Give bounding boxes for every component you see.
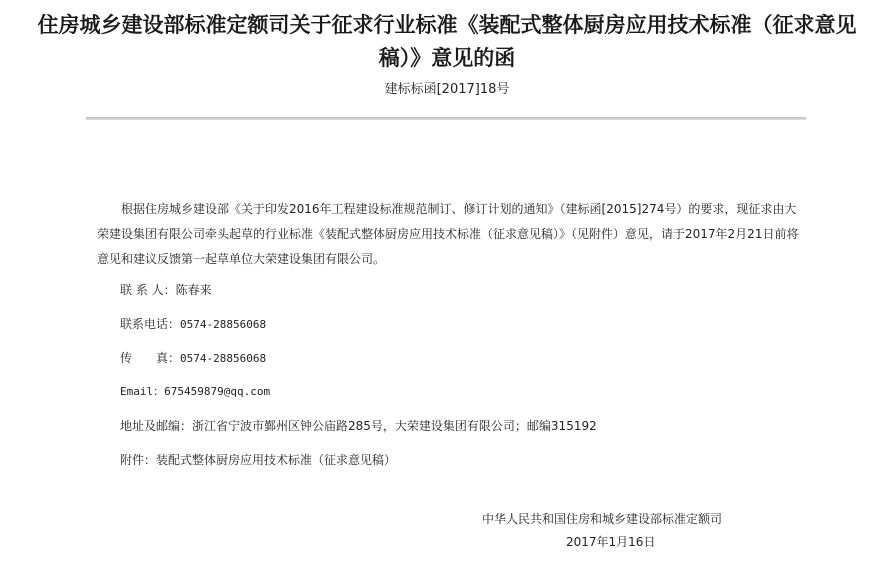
attachment-label: 附件： bbox=[120, 453, 157, 467]
address-value: 浙江省宁波市鄞州区钟公庙路285号，大荣建设集团有限公司；邮编315192 bbox=[192, 419, 597, 433]
signature-organization: 中华人民共和国住房和城乡建设部标准定额司 bbox=[482, 512, 723, 526]
phone-row bbox=[120, 315, 266, 332]
email-value: 675459879@qq.com bbox=[164, 385, 271, 398]
address-label: 地址及邮编： bbox=[120, 419, 193, 433]
attachment-value: 装配式整体厨房应用技术标准（征求意见稿） bbox=[156, 453, 397, 467]
phone-label: 联系电话： bbox=[120, 317, 181, 331]
document-title: 住房城乡建设部标准定额司关于征求行业标准《装配式整体厨房应用技术标准（征求意见稿）》意见的函 bbox=[37, 12, 857, 70]
address-row bbox=[120, 417, 597, 434]
document-number: 建标标函[2017]18号 bbox=[384, 82, 510, 97]
email-row bbox=[120, 383, 270, 399]
fax-row bbox=[120, 349, 266, 366]
phone-value: 0574-28856068 bbox=[180, 318, 267, 331]
email-label: Email： bbox=[120, 385, 165, 398]
contact-row bbox=[120, 281, 212, 298]
signature-date: 2017年1月16日 bbox=[566, 535, 656, 549]
contact-value: 陈春来 bbox=[175, 283, 212, 297]
body-paragraph: 根据住房城乡建设部《关于印发2016年工程建设标准规范制订、修订计划的通知》（建标函[2015]274号）的要求，现征求由大荣建设集团有限公司牵头起草的行业标准《装配式整体厨房应用技术标准（征求意见稿）》（见附件）意见，请于2017年2月21日前将意见和建议反馈第一起草单位大荣建设集团有限公司。 bbox=[97, 202, 799, 266]
divider bbox=[86, 117, 806, 120]
fax-value: 0574-28856068 bbox=[180, 352, 267, 365]
attachment-row bbox=[120, 451, 396, 468]
fax-label: 传 真： bbox=[120, 351, 181, 365]
contact-label: 联 系 人： bbox=[120, 283, 176, 297]
